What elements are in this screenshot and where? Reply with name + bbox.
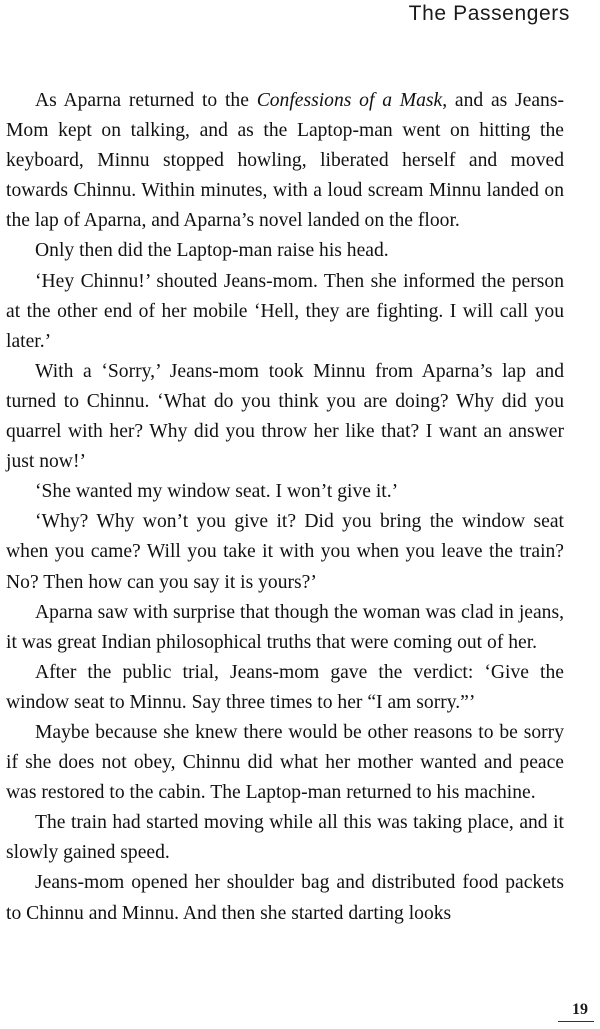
body-text: [6, 86, 564, 929]
paragraph: With a ‘Sorry,’ Jeans-mom took Minnu from Aparna’s lap and turned to Chinnu. ‘What do you think you are doing? Why did you quarrel with her? Why did you throw her like that? I want an answer just now!’: [6, 360, 564, 473]
paragraph: The train had started moving while all this was taking place, and it slowly gained speed.: [6, 812, 564, 864]
paragraph-text: , and as Jeans-Mom kept on talking, and as the Laptop-man went on hitting the keyboard, Minnu stopped howling, liberated herself and moved towards Chinnu. Within minutes, with a loud scream Minnu landed on the lap of Aparna, and Aparna’s novel landed on the floor.: [6, 90, 564, 232]
paragraph: Jeans-mom opened her shoulder bag and distributed food packets to Chinnu and Minnu. And then she started darting looks: [6, 872, 564, 924]
running-head: The Passengers: [408, 2, 570, 25]
paragraph: [6, 86, 564, 236]
paragraph: ‘She wanted my window seat. I won’t give it.’: [35, 481, 399, 503]
paragraph: After the public trial, Jeans-mom gave the verdict: ‘Give the window seat to Minnu. Say three times to her “I am sorry.”’: [6, 661, 564, 713]
paragraph: ‘Why? Why won’t you give it? Did you bring the window seat when you came? Will you take it with you when you leave the train? No? Then how can you say it is yours?’: [6, 511, 564, 593]
paragraph: Aparna saw with surprise that though the woman was clad in jeans, it was great Indian philosophical truths that were coming out of her.: [6, 601, 564, 653]
book-title: Confessions of a Mask: [256, 90, 443, 111]
paragraph-text: As Aparna returned to the: [35, 90, 257, 111]
paragraph: Only then did the Laptop-man raise his head.: [35, 240, 389, 262]
paragraph: ‘Hey Chinnu!’ shouted Jeans-mom. Then she informed the person at the other end of her mobile ‘Hell, they are fighting. I will call you later.’: [6, 270, 564, 352]
page-number: 19: [572, 1001, 588, 1018]
page-number-rule: [558, 1021, 594, 1022]
paragraph: Maybe because she knew there would be other reasons to be sorry if she does not obey, Chinnu did what her mother wanted and peace was restored to the cabin. The Laptop-man returned to his machine.: [6, 721, 564, 804]
